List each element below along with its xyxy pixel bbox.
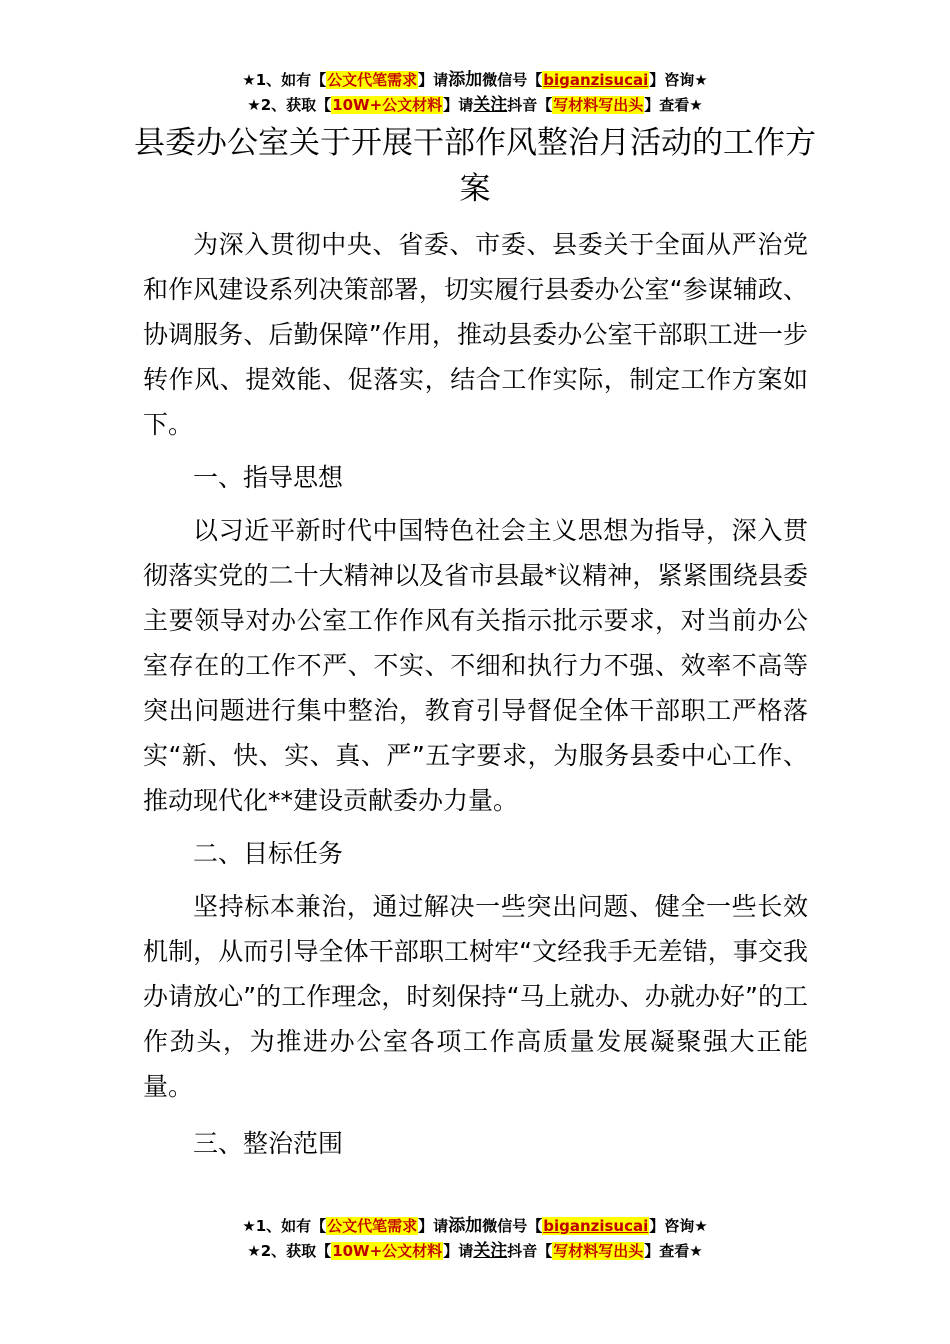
- banner-line-1: ★1、如有【公文代笔需求】请添加微信号【biganzisucai】咨询★: [242, 70, 708, 90]
- banner-highlight-materials: 10W+公文材料: [332, 96, 443, 114]
- banner-highlight-service: 公文代笔需求: [327, 71, 418, 89]
- footer-highlight-douyin: 写材料写出头: [553, 1242, 644, 1260]
- banner-highlight-wechat-id: biganzisucai: [543, 71, 649, 89]
- section-heading-goals: 二、目标任务: [193, 839, 344, 868]
- section-body-guiding-ideology: 以习近平新时代中国特色社会主义思想为指导，深入贯彻落实党的二十大精神以及省市县最*议精神，紧紧围绕县委主要领导对办公室工作作风有关指示批示要求，对当前办公室存在的工作不严、不实、不细和执行力不强、效率不高等突出问题进行集中整治，教育引导督促全体干部职工严格落实“新、快、实、真、严”五字要求，为服务县委中心工作、推动现代化**建设贡献委办力量。: [143, 516, 808, 815]
- footer-banner-line-2: ★2、获取【10W+公文材料】请关注抖音【写材料写出头】查看★: [247, 1241, 703, 1261]
- footer-highlight-service: 公文代笔需求: [327, 1217, 418, 1235]
- document-body: [143, 222, 808, 1166]
- section-heading-scope: 三、整治范围: [193, 1129, 344, 1158]
- footer-highlight-materials: 10W+公文材料: [332, 1242, 443, 1260]
- section-heading-guiding-ideology: 一、指导思想: [193, 463, 344, 492]
- footer-banner: [0, 1214, 950, 1264]
- document-title: 县委办公室关于开展干部作风整治月活动的工作方案: [134, 125, 816, 207]
- footer-banner-line-1: ★1、如有【公文代笔需求】请添加微信号【biganzisucai】咨询★: [242, 1216, 708, 1236]
- banner-highlight-douyin: 写材料写出头: [553, 96, 644, 114]
- banner-line-2: ★2、获取【10W+公文材料】请关注抖音【写材料写出头】查看★: [247, 95, 703, 115]
- intro-paragraph: 为深入贯彻中央、省委、市委、县委关于全面从严治党和作风建设系列决策部署，切实履行县委办公室“参谋辅政、协调服务、后勤保障”作用，推动县委办公室干部职工进一步转作风、提效能、促落实，结合工作实际，制定工作方案如下。: [143, 230, 808, 439]
- section-body-goals: 坚持标本兼治，通过解决一些突出问题、健全一些长效机制，从而引导全体干部职工树牢“文经我手无差错，事交我办请放心”的工作理念，时刻保持“马上就办、办就办好”的工作劲头，为推进办公室各项工作高质量发展凝聚强大正能量。: [143, 892, 808, 1101]
- header-banner: [0, 68, 950, 118]
- footer-highlight-wechat-id: biganzisucai: [543, 1217, 649, 1235]
